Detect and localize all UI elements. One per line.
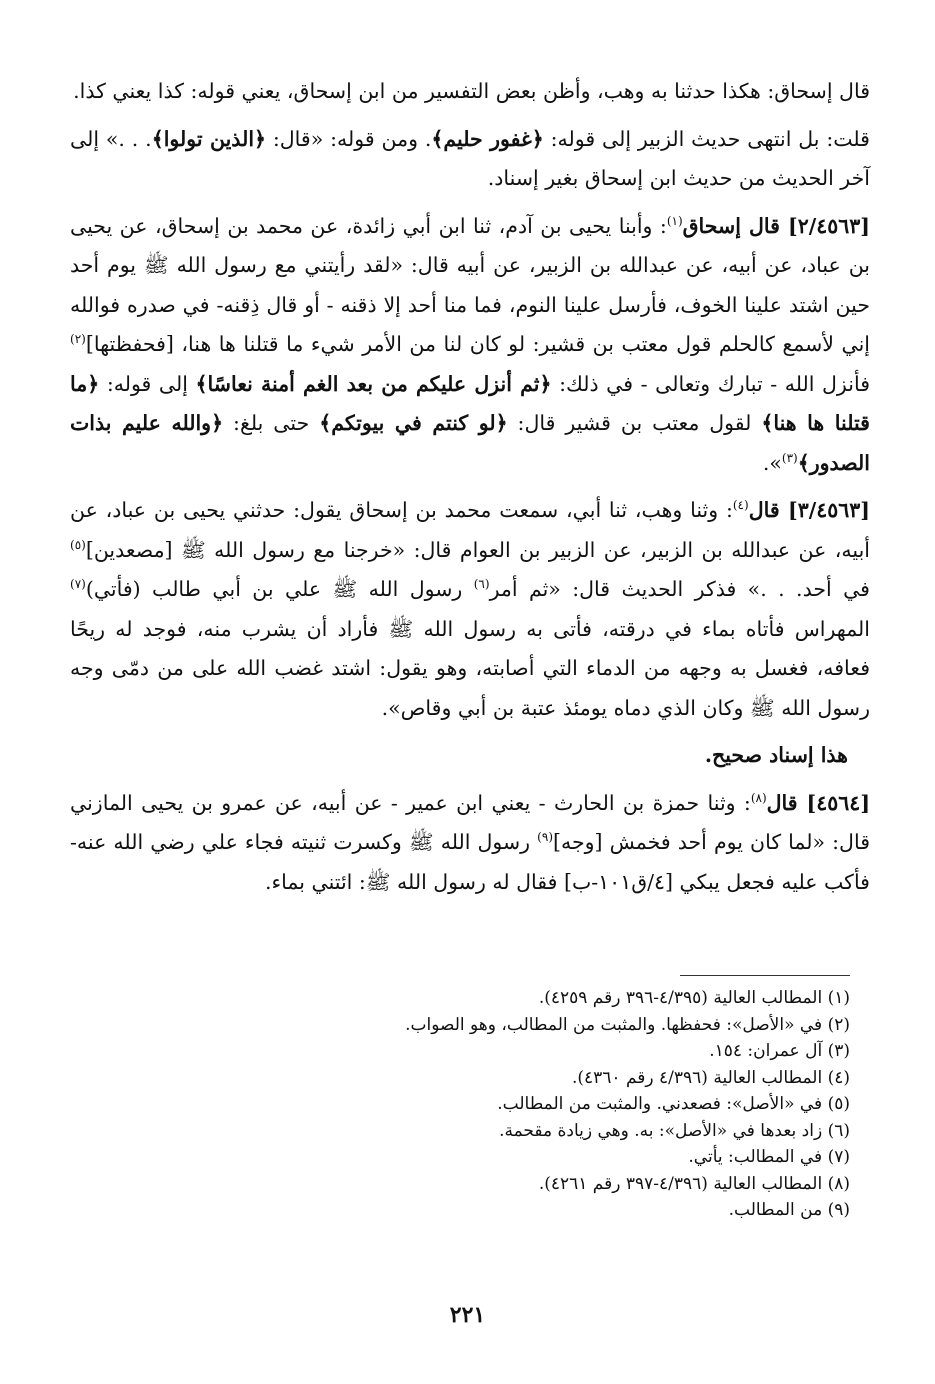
- paragraph: [70, 207, 870, 484]
- paragraph: [70, 784, 870, 903]
- footnote: (١) المطالب العالية (٤/٣٩٥-٣٩٦ رقم ٤٢٥٩).: [538, 988, 850, 1008]
- paragraph: [70, 736, 870, 776]
- quran-quote: ﴿ما قتلنا ها هنا﴾: [70, 371, 870, 435]
- text-run: . . .» إلى آخر الحديث من حديث ابن إسحاق بغير إسناد.: [70, 126, 870, 190]
- page-number: ٢٢١: [449, 1302, 486, 1328]
- text-run: قال إسحاق: هكذا حدثنا به وهب، وأظن بعض التفسير من ابن إسحاق، يعني قوله: كذا يعني كذا.: [73, 79, 870, 103]
- footnote: (٣) آل عمران: ١٥٤.: [709, 1041, 850, 1061]
- footnote: (٧) في المطالب: يأتي.: [688, 1147, 850, 1167]
- footnote-ref: (٧): [70, 577, 86, 592]
- footnote-ref: (٥): [70, 537, 86, 552]
- text-run: رسول الله ﷺ علي بن أبي طالب (فأتي): [85, 577, 474, 601]
- isnad-grade: هذا إسناد صحيح.: [704, 743, 848, 767]
- text-run: إلى قوله:: [99, 371, 196, 396]
- footnote-ref: (٦): [473, 577, 490, 592]
- footnote: (٤) المطالب العالية (٤/٣٩٦ رقم ٤٣٦٠).: [571, 1067, 850, 1088]
- quran-quote: ﴿والله عليم بذات الصدور﴾: [70, 411, 870, 475]
- quran-quote: ﴿غفور حليم﴾: [431, 126, 544, 151]
- hadith-number: [٢/٤٥٦٣] قال إسحاق: [682, 213, 870, 238]
- text-run: حتى بلغ:: [223, 411, 320, 435]
- paragraph: [70, 72, 870, 112]
- text-run: رسول الله ﷺ وكسرت ثنيته فجاء علي رضي الله عنه- فأكب عليه فجعل يبكي [٤/ق١٠١-ب] فقال له رسول الله ﷺ: ائتني بماء.: [70, 830, 870, 894]
- text-run: : وثنا حمزة بن الحارث - يعني ابن عمير - عن أبيه، عن عمرو بن يحيى المازني قال: «لما كان يوم أحد فخمش [وجه]: [70, 790, 870, 854]
- quran-quote: ﴿الذين تولوا﴾: [151, 126, 267, 151]
- text-run: فأنزل الله - تبارك وتعالى - في ذلك:: [551, 371, 870, 396]
- footnote-divider: [680, 975, 850, 976]
- quran-quote: ﴿لو كنتم في بيوتكم﴾: [319, 411, 508, 435]
- text-run: . ومن قوله: «قال:: [266, 126, 432, 151]
- text-run: المهراس فأتاه بماء في درقته، فأتى به رسول الله ﷺ فأراد أن يشرب منه، فوجد له ريحًا فعافه، فغسل به وجهه من الدماء التي أصابته، وهو يقول: اشتد غضب الله على من دمّى وجه رسول الله ﷺ وكان الذي دماه يومئذ عتبة بن أبي وقاص».: [70, 616, 870, 720]
- footnote-ref: (٢): [70, 332, 86, 347]
- main-text: [70, 72, 870, 902]
- footnote: (٦) زاد بعدها في «الأصل»: به. وهي زيادة مقحمة.: [499, 1120, 850, 1141]
- footnote: (٥) في «الأصل»: فصعدني. والمثبت من المطالب.: [497, 1094, 850, 1114]
- text-run: في أحد. . .» فذكر الحديث قال: «ثم أمر: [489, 577, 870, 601]
- footnote: (٩) من المطالب.: [728, 1200, 850, 1220]
- footnote-ref: (٨): [750, 790, 767, 805]
- footnote-ref: (١): [666, 213, 683, 228]
- text-run: قلت: بل انتهى حديث الزبير إلى قوله:: [543, 126, 870, 151]
- hadith-number: [٤٥٦٤] قال: [766, 790, 871, 815]
- paragraph: [70, 491, 870, 728]
- footnote-ref: (٣): [781, 450, 798, 465]
- text-run: : وأبنا يحيى بن آدم، ثنا ابن أبي زائدة، عن محمد بن إسحاق، عن يحيى بن عباد، عن أبيه، عن عبدالله بن الزبير، عن أبيه قال: «لقد رأيتني مع رسول الله ﷺ يوم أحد حين اشتد علينا الخوف، فأرسل علينا النوم، فما منا أحد إلا ذقنه - أو قال ذِقنه- في صدره فوالله إني لأسمع كالحلم قول معتب بن قشير: لو كان لنا من الأمر شيء ما قتلنا ها هنا، [فحفظتها]: [70, 213, 870, 356]
- text-run: : وثنا وهب، ثنا أبي، سمعت محمد بن إسحاق يقول: حدثني يحيى بن عباد، عن أبيه، عن عبدالله بن الزبير، عن الزبير بن العوام قال: «خرجنا مع رسول الله ﷺ [مصعدين]: [70, 498, 870, 562]
- footnote-ref: (٤): [732, 498, 749, 513]
- quran-quote: ﴿ثم أنزل عليكم من بعد الغم أمنة نعاسًا﴾: [195, 371, 552, 396]
- footnote: (٨) المطالب العالية (٤/٣٩٦-٣٩٧ رقم ٤٢٦١).: [538, 1173, 850, 1194]
- text-run: لقول معتب بن قشير قال:: [507, 411, 762, 435]
- footnotes: [150, 985, 850, 1224]
- paragraph: [70, 120, 870, 199]
- footnote-ref: (٩): [537, 830, 553, 845]
- hadith-number: [٣/٤٥٦٣] قال: [748, 498, 870, 522]
- text-run: ».: [762, 450, 782, 475]
- footnote: (٢) في «الأصل»: فحفظها. والمثبت من المطالب، وهو الصواب.: [405, 1014, 850, 1035]
